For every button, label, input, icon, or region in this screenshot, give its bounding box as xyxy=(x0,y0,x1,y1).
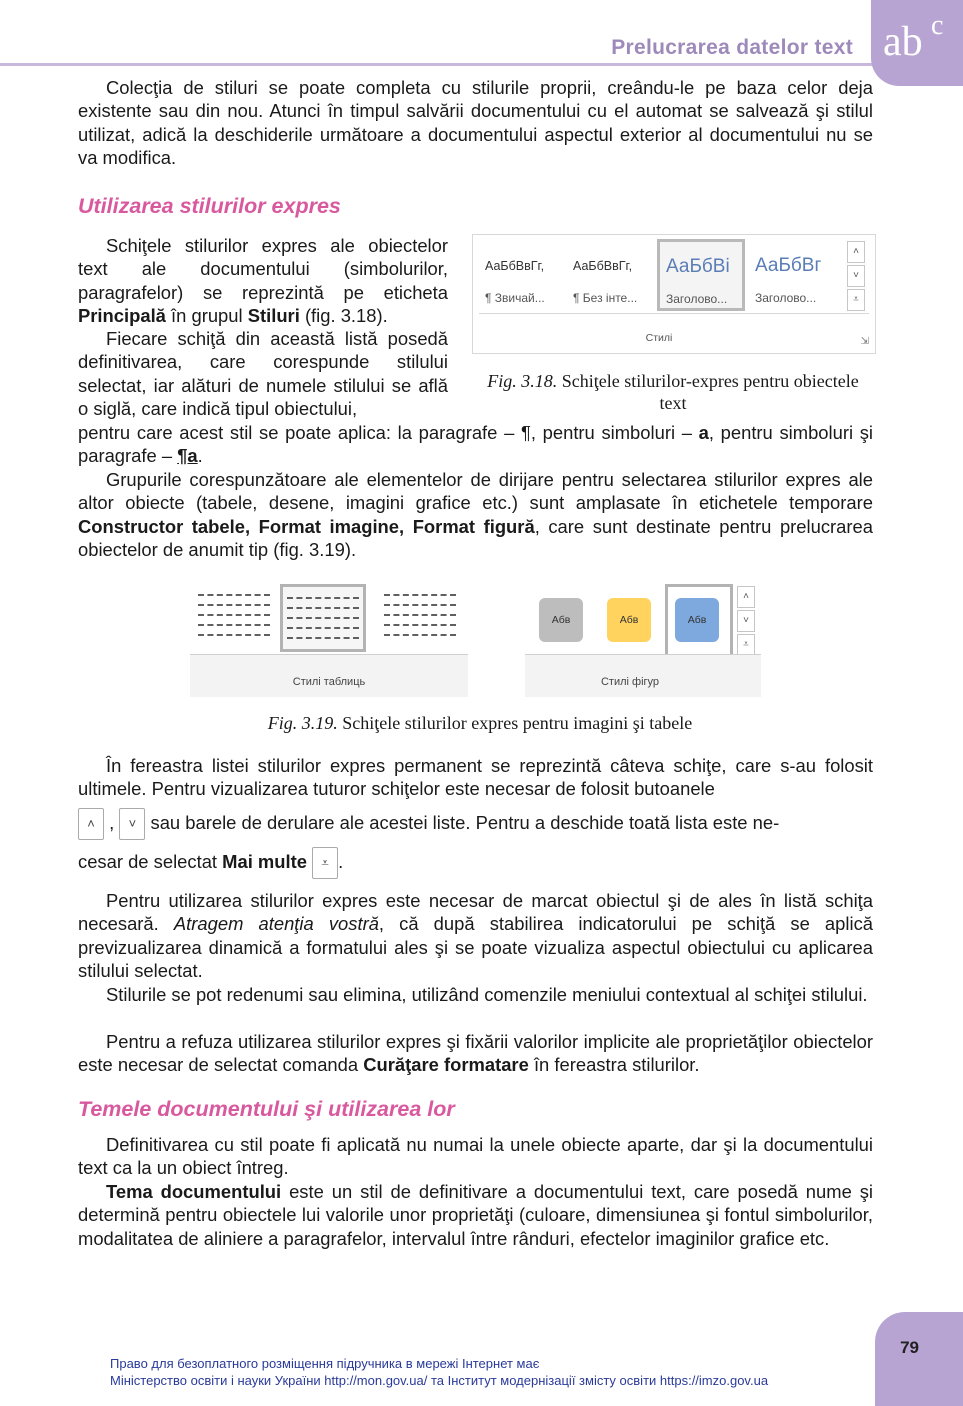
paragraph-groups xyxy=(78,468,873,562)
style-no-spacing[interactable] xyxy=(567,241,649,307)
table-style-thumb-selected[interactable] xyxy=(280,584,366,652)
caption-number: Fig. 3.18. xyxy=(487,371,558,391)
logo-text: ab xyxy=(883,19,923,65)
scroll-up-icon[interactable]: ˄ xyxy=(737,586,755,608)
style-name: Заголово... xyxy=(755,291,817,305)
style-name: ¶ Звичай... xyxy=(485,291,545,305)
gallery-scroll xyxy=(847,241,865,313)
italic-attention: Atragem atenţia vostră xyxy=(173,913,379,935)
bold-stiluri: Stiluri xyxy=(247,305,300,327)
style-sample: АаБбВі xyxy=(666,256,730,277)
header-rule xyxy=(0,63,880,66)
group-label-styles: Стилі xyxy=(645,332,673,344)
footer-line-2: Міністерство освіти і науки України http://mon.gov.ua/ та Інститут модернізації змісту освіти https://imzo.gov.ua xyxy=(110,1373,769,1388)
text: (fig. 3.18). xyxy=(299,305,388,327)
text: pentru care acest stil se poate aplica: la paragrafe – ¶, pentru simboluri – xyxy=(78,422,699,443)
gallery-scroll xyxy=(737,586,755,658)
paragraph-usage xyxy=(78,889,873,983)
caption-text: Schiţele stilurilor expres pentru imagini şi tabele xyxy=(337,713,693,733)
style-name: ¶ Без інте... xyxy=(573,291,638,305)
text: în fereastra stilurilor. xyxy=(528,1054,700,1076)
text: , care sunt destinate pentru prelucrarea obiectelor de anumit tip (fig. 3.19). xyxy=(78,515,873,561)
section-heading-express-styles: Utilizarea stilurilor expres xyxy=(78,194,341,218)
style-normal[interactable] xyxy=(479,241,561,307)
text: sau barele de derulare ale acestei liste. Pentru a deschide toată lista este ne- xyxy=(150,812,780,833)
scroll-down-icon[interactable]: ˅ xyxy=(737,610,755,632)
text: , pentru simboluri şi paragrafe – xyxy=(78,422,874,467)
paragraph-scroll-buttons xyxy=(78,806,873,840)
style-heading-2[interactable] xyxy=(749,241,831,307)
paragraph-clear-format xyxy=(78,1030,873,1077)
scroll-down-button[interactable]: ˅ xyxy=(119,808,145,840)
scroll-up-button[interactable]: ˄ xyxy=(78,808,104,840)
figure-3-19-table-styles xyxy=(190,578,468,696)
header-logo-tab xyxy=(871,0,963,86)
bold-clear-format: Curăţare formatare xyxy=(363,1054,529,1076)
group-label-table-styles: Стилі таблиць xyxy=(292,676,366,688)
group-label-shape-styles: Стилі фігур xyxy=(600,676,660,688)
paragraph-theme-definition xyxy=(78,1180,873,1250)
text: . xyxy=(338,851,344,872)
page-number: 79 xyxy=(900,1338,919,1357)
paragraph-theme-intro: Definitivarea cu stil poate fi aplicată nu numai la unele obiecte aparte, dar şi la documentului text ca la un obiect întreg. xyxy=(78,1134,873,1179)
shape-style-yellow[interactable]: Абв xyxy=(607,598,651,642)
intro-paragraph: Colecţia de stiluri se poate completa cu stilurile proprii, creându-le pe baza celor deja existente sau din nou. Atunci în timpul salvării documentului cu el automat se salvează şi stilul utilizat, adică la deschiderile următoare a documentului aspectul exterior al documentului nu se va modifica. xyxy=(78,77,873,169)
text: este un stil de definitivare a documentului text, care posedă nume şi determină pentru obiectele lui valorile unor proprietăţi (culoare, dimensiunea şi fontul simbolurilor, modalitatea de aliniere a paragrafelor, intervalul între rânduri, efectelor imaginilor grafice etc. xyxy=(78,1181,874,1249)
figure-3-18-styles-gallery xyxy=(472,234,876,354)
text: . xyxy=(197,445,203,467)
text: Pentru utilizarea stilurilor expres este necesar de marcat obiectul şi de ales în listă schiţa necesară. xyxy=(78,890,873,935)
figure-3-19-caption xyxy=(100,712,860,734)
bold-a: a xyxy=(698,422,709,443)
text: , xyxy=(109,812,115,833)
paragraph-symbol-mark: ¶a xyxy=(177,445,198,467)
paragraph-rename: Stilurile se pot redenumi sau elimina, utilizând comenzile meniului contextual al schiţei stilului. xyxy=(106,984,868,1005)
table-style-thumb[interactable] xyxy=(194,584,274,646)
figure-3-18-caption xyxy=(478,370,868,414)
style-heading-1[interactable] xyxy=(657,239,745,311)
text: cesar de selectat xyxy=(78,851,223,872)
paragraph-more xyxy=(78,845,873,879)
logo-sup: c xyxy=(931,10,944,41)
bold-mai-multe: Mai multe xyxy=(222,851,307,872)
more-button[interactable]: ⩡ xyxy=(312,847,338,879)
more-icon[interactable]: ⩡ xyxy=(847,289,865,311)
text: în grupul xyxy=(165,305,248,327)
shape-style-blue[interactable]: Абв xyxy=(675,598,719,642)
table-style-thumb[interactable] xyxy=(380,584,460,646)
footer-tab xyxy=(875,1312,963,1406)
style-sample: АаБбВвГг, xyxy=(573,259,633,273)
caption-number: Fig. 3.19. xyxy=(267,713,338,733)
paragraph-recent-sketches: În fereastra listei stilurilor expres permanent se reprezintă câteva schiţe, care s-au folosit ultimele. Pentru vizualizarea tuturor schiţelor este necesar de folosit butoanele xyxy=(78,755,873,800)
header-title: Prelucrarea datelor text xyxy=(611,36,853,59)
scroll-down-icon[interactable]: ˅ xyxy=(847,265,865,287)
style-sample: АаБбВвГг, xyxy=(485,259,545,273)
caption-text: Schiţele stilurilor-expres pentru obiectele text xyxy=(557,371,859,413)
bold-document-theme: Tema documentului xyxy=(106,1181,282,1202)
dialog-launcher-icon[interactable]: ⇲ xyxy=(860,336,869,347)
shape-style-gray[interactable]: Абв xyxy=(539,598,583,642)
text: Pentru a refuza utilizarea stilurilor expres şi fixării valorilor implicite ale proprietăţilor obiectelor este necesar de selectat comanda xyxy=(78,1031,873,1076)
more-icon[interactable]: ⩡ xyxy=(737,634,755,656)
style-name: Заголово... xyxy=(666,292,728,306)
text: , că după stabilirea indicatorului pe schiţă se aplică previzualizarea dinamică a formatului ales şi se poate vizualiza aspectul obiectului cu aplicarea stilului selectat. xyxy=(78,913,873,982)
scroll-up-icon[interactable]: ˄ xyxy=(847,241,865,263)
divider xyxy=(479,313,869,314)
footer-line-1: Право для безоплатного розміщення підручника в мережі Інтернет має xyxy=(110,1356,540,1371)
bold-principala: Principală xyxy=(78,305,166,327)
footer-license xyxy=(110,1355,768,1389)
paragraph-symbols xyxy=(78,421,873,468)
style-sample: АаБбВг xyxy=(755,255,822,276)
paragraph-sketches xyxy=(78,234,448,328)
bold-tab-names: Constructor tabele, Format imagine, Format figură xyxy=(78,515,535,537)
text: Grupurile corespunzătoare ale elementelor de dirijare pentru selectarea stilurilor expres ale altor obiecte (tabele, desene, imagini grafice etc.) sunt amplasate în etichetele temporare xyxy=(78,469,873,514)
section-heading-themes: Temele documentului şi utilizarea lor xyxy=(78,1097,455,1121)
paragraph-each-sketch: Fiecare schiţă din această listă posedă definitivarea, care corespunde stilului selectat, iar alături de numele stilului se află o siglă, care indică tipul obiectului, xyxy=(78,328,448,420)
text: Schiţele stilurilor expres ale obiectelor text ale documentului (simbolurilor, paragrafelor) se reprezintă pe eticheta xyxy=(78,235,448,303)
figure-3-19-shape-styles xyxy=(525,578,761,696)
